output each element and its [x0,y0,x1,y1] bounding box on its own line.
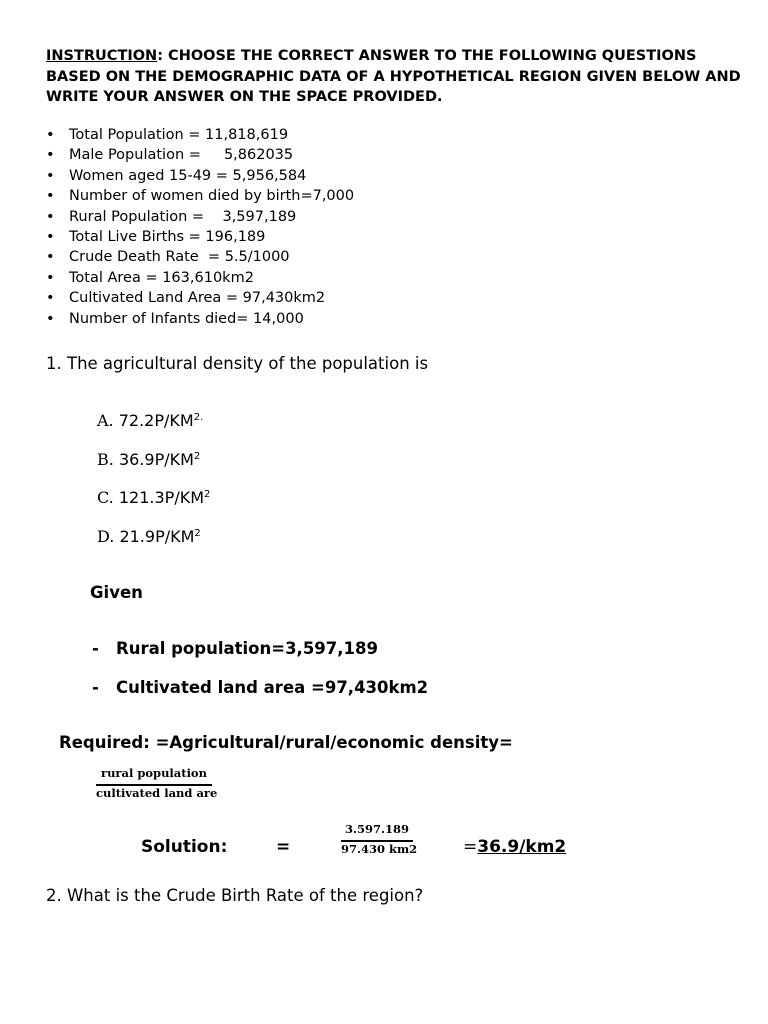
solution-equals: = [276,837,291,857]
fact-text: Rural Population = 3,597,189 [69,208,297,225]
choice-superscript: 2 [204,489,211,500]
question-1: 1. The agricultural density of the population is [46,354,429,373]
bullet-icon: • [46,208,55,225]
list-item [46,207,354,227]
fact-text: Women aged 15-49 = 5,956,584 [69,167,307,184]
list-item [46,166,354,186]
list-item [46,247,354,267]
choice-value: 72.2P/KM [118,411,194,430]
choice-b[interactable] [97,450,200,469]
instruction-text: : CHOOSE THE CORRECT ANSWER TO THE FOLLOWING QUESTIONS BASED ON THE DEMOGRAPHIC DATA OF A HYPOTHETICAL REGION GIVEN BELOW AND WRITE YOUR ANSWER ON THE SPACE PROVIDED. [46,48,741,105]
choice-value: 121.3P/KM [118,488,204,507]
choice-superscript: 2 [194,528,201,539]
solution-result [463,837,566,857]
list-item [46,125,354,145]
list-item [46,288,354,308]
solution-denominator: 97.430 km2 [341,842,418,856]
list-item [46,268,354,288]
dash-icon: - [92,678,99,697]
fact-text: Number of Infants died= 14,000 [69,310,304,327]
formula-denominator: cultivated land are [96,786,218,800]
bullet-icon: • [46,249,55,266]
choice-superscript: 2 [193,451,201,462]
instruction-label: INSTRUCTION [46,48,158,64]
choice-d[interactable] [97,527,201,546]
bullet-icon: • [46,269,55,286]
fact-text: Cultivated Land Area = 97,430km2 [69,290,326,307]
demographic-facts-list [46,125,354,329]
result-answer: 36.9/km2 [477,837,567,857]
question-2: 2. What is the Crude Birth Rate of the region? [46,886,424,905]
choice-letter: A. [97,411,114,430]
formula-numerator: rural population [101,766,207,780]
fact-text: Total Live Births = 196,189 [69,229,266,246]
given-item-text: Cultivated land area =97,430km2 [116,678,429,697]
given-item [92,639,378,658]
bullet-icon: • [46,310,55,327]
bullet-icon: • [46,188,55,205]
list-item [46,186,354,206]
fact-text: Total Area = 163,610km2 [69,269,254,286]
instruction-paragraph [46,46,746,108]
list-item [46,227,354,247]
fact-text: Number of women died by birth=7,000 [69,188,355,205]
choice-a[interactable] [97,411,203,430]
given-item [92,678,428,697]
choice-letter: B. [97,450,114,469]
list-item [46,145,354,165]
fact-text: Male Population = 5,862035 [69,147,294,164]
result-prefix: = [463,837,478,857]
list-item [46,309,354,329]
required-line: Required: =Agricultural/rural/economic density= [59,733,513,752]
given-item-text: Rural population=3,597,189 [116,639,378,658]
choice-letter: C. [97,488,114,507]
fact-text: Total Population = 11,818,619 [69,127,289,143]
fact-text: Crude Death Rate = 5.5/1000 [69,249,290,266]
choice-value: 21.9P/KM [119,527,195,546]
bullet-icon: • [46,147,55,164]
choice-value: 36.9P/KM [118,450,194,469]
bullet-icon: • [46,290,55,307]
dash-icon: - [92,639,99,658]
choice-c[interactable] [97,488,210,507]
choice-superscript: 2. [193,412,204,423]
solution-label: Solution: [141,837,228,857]
bullet-icon: • [46,229,55,246]
bullet-icon: • [46,167,55,184]
bullet-icon: • [46,127,55,143]
given-heading: Given [90,583,143,602]
choice-letter: D. [97,527,115,546]
solution-numerator: 3.597.189 [344,822,410,836]
